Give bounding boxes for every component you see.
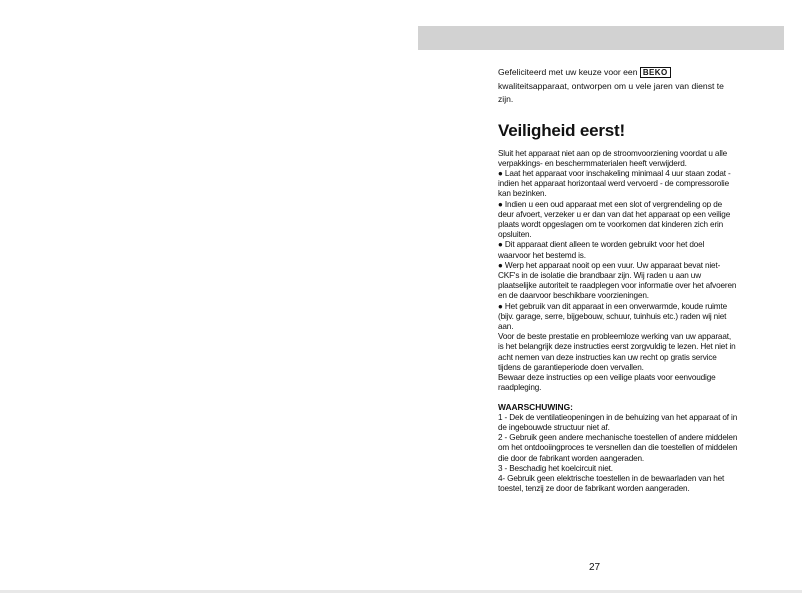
safety-paragraph: ● Dit apparaat dient alleen te worden gebruikt voor het doel waarvoor het bestemd is. (498, 240, 705, 260)
safety-paragraph: ● Indien u een oud apparaat met een slot of vergrendeling op de deur afvoert, verzeker u er dan van dat het apparaat op een veilige plaats wordt opgeslagen om te voorkomen dat kinderen zich erin opsluiten. (498, 199, 731, 240)
safety-paragraph: ● Het gebruik van dit apparaat in een onverwarmde, koude ruimte (bijv. garage, serre, bijgebouw, schuur, tuinhuis etc.) raden wij niet aan. (498, 301, 727, 331)
safety-paragraph: Bewaar deze instructies op een veilige plaats voor eenvoudige raadpleging. (498, 372, 716, 393)
safety-paragraph: ● Laat het apparaat voor inschakeling minimaal 4 uur staan zodat - indien het apparaat horizontaal werd vervoerd - de compressorolie kan bezinken. (498, 168, 731, 199)
warning-item: 2 - Gebruik geen andere mechanische toestellen of andere middelen om het ontdooiingproces te versnellen dan die toestellen of middelen die door de fabrikant worden aangeraden. (498, 433, 738, 463)
intro-text (498, 66, 738, 107)
warning-item: 3 - Beschadig het koelcircuit niet. (498, 463, 613, 473)
page-title: Veiligheid eerst! (498, 120, 625, 140)
safety-paragraph: Sluit het apparaat niet aan op de stroomvoorziening voordat u alle verpakkings- en beschermmaterialen heeft verwijderd. (498, 148, 728, 168)
warning-item: 1 - Dek de ventilatieopeningen in de behuizing van het apparaat of in de ingebouwde structuur niet af. (498, 412, 738, 433)
safety-paragraph: Voor de beste prestatie en probleemloze werking van uw apparaat, is het belangrijk deze instructies eerst zorgvuldig te lezen. Het niet in acht nemen van deze instructies kan uw recht op gratis service tijdens de garantieperiode doen vervallen. (498, 332, 736, 372)
intro-part1: Gefeliciteerd met uw keuze voor een (498, 67, 638, 77)
header-bar (418, 26, 784, 50)
safety-paragraph: ● Werp het apparaat nooit op een vuur. Uw apparaat bevat niet-CKF's in de isolatie die brandbaar zijn. Wij raden u aan uw plaatselijke autoriteit te raadplegen voor informatie over het afvoeren en de daarvoor beschikbare voorzieningen. (498, 260, 737, 301)
warning-title: WAARSCHUWING: (498, 402, 573, 413)
intro-part2: kwaliteitsapparaat, ontworpen om u vele jaren van dienst te zijn. (498, 80, 724, 104)
warning-item: 4- Gebruik geen elektrische toestellen in de bewaarladen van het toestel, tenzij ze door de fabrikant worden aangeraden. (498, 474, 725, 494)
page-number: 27 (589, 562, 601, 573)
beko-logo: BEKO (640, 67, 671, 78)
page-content (498, 66, 738, 495)
